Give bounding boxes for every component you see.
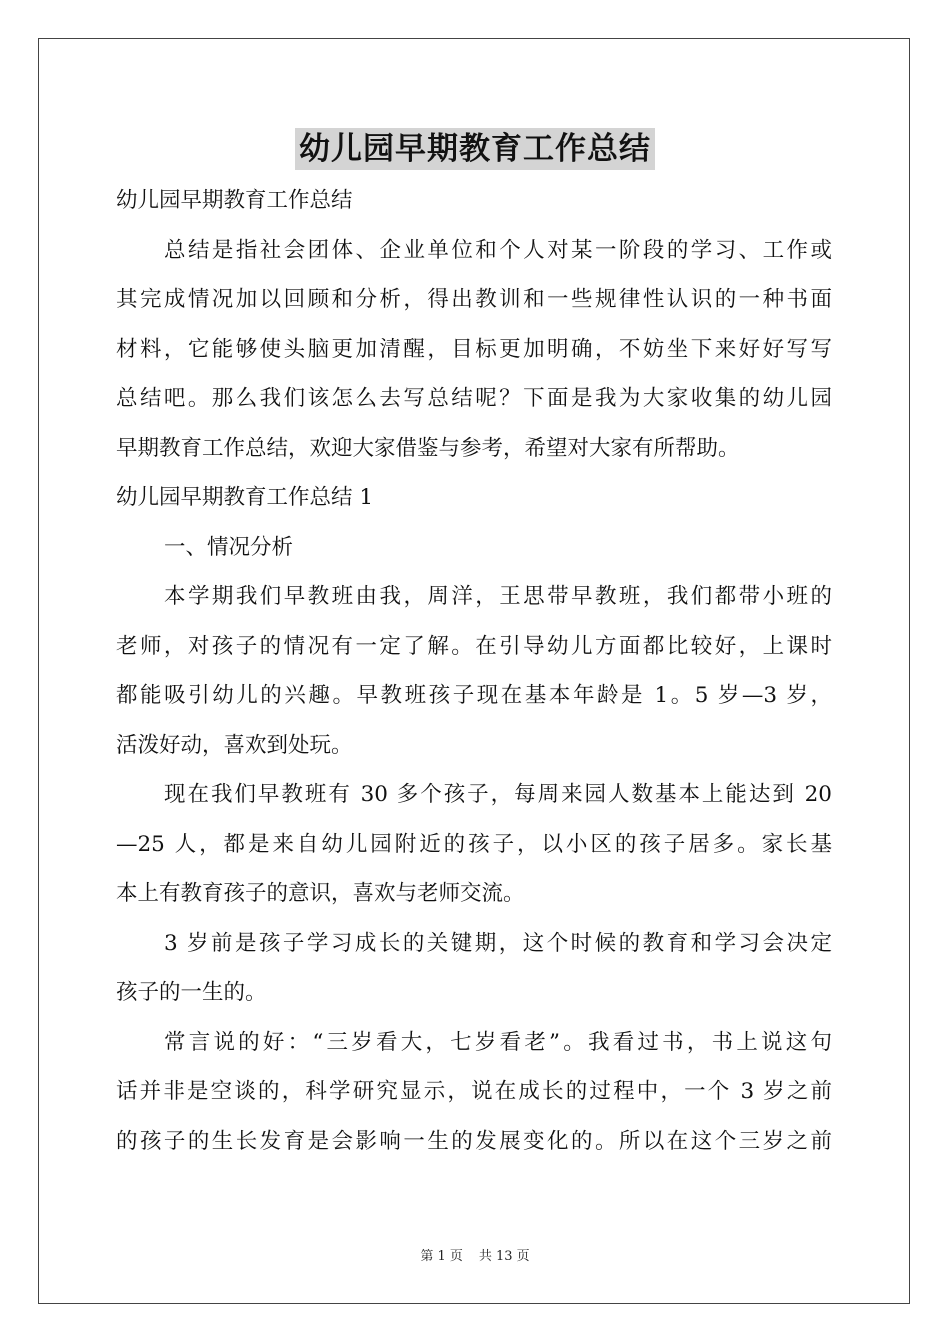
title-container <box>0 128 950 170</box>
text-line: 总结吧。那么我们该怎么去写总结呢？下面是我为大家收集的幼儿园 <box>116 386 832 411</box>
text-line: 其完成情况加以回顾和分析，得出教训和一些规律性认识的一种书面 <box>116 287 832 312</box>
text-line: 话并非是空谈的，科学研究显示，说在成长的过程中，一个 3 岁之前 <box>116 1079 832 1104</box>
text-line: 活泼好动，喜欢到处玩。 <box>116 732 353 758</box>
text-line: —25 人，都是来自幼儿园附近的孩子，以小区的孩子居多。家长基 <box>116 831 832 857</box>
page-number: 第 1 页 <box>420 1249 463 1264</box>
text-line: 3 岁前是孩子学习成长的关键期，这个时候的教育和学习会决定 <box>164 930 832 956</box>
text-line: 的孩子的生长发育是会影响一生的发展变化的。所以在这个三岁之前 <box>116 1128 832 1154</box>
document-body <box>116 176 832 1166</box>
text-line: 本学期我们早教班由我，周洋，王思带早教班，我们都带小班的 <box>164 584 832 609</box>
text-line: 材料，它能够使头脑更加清醒，目标更加明确，不妨坐下来好好写写 <box>116 336 832 362</box>
text-line: 都能吸引幼儿的兴趣。早教班孩子现在基本年龄是 1。5 岁—3 岁， <box>116 683 832 708</box>
text-line: 孩子的一生的。 <box>116 980 267 1005</box>
text-line: 一、情况分析 <box>164 534 294 560</box>
text-line: 总结是指社会团体、企业单位和个人对某一阶段的学习、工作或 <box>164 237 832 263</box>
text-line: 幼儿园早期教育工作总结 1 <box>116 485 374 510</box>
text-line: 老师，对孩子的情况有一定了解。在引导幼儿方面都比较好，上课时 <box>116 633 832 659</box>
page-total: 共 13 页 <box>478 1249 530 1264</box>
text-line: 现在我们早教班有 30 多个孩子，每周来园人数基本上能达到 20 <box>164 782 832 807</box>
text-line: 本上有教育孩子的意识，喜欢与老师交流。 <box>116 881 525 906</box>
text-line: 早期教育工作总结，欢迎大家借鉴与参考，希望对大家有所帮助。 <box>116 435 740 461</box>
text-line: 常言说的好：“三岁看大，七岁看老”。我看过书，书上说这句 <box>164 1029 832 1055</box>
page-footer <box>0 1248 950 1266</box>
document-title: 幼儿园早期教育工作总结 <box>295 128 655 170</box>
document-subtitle: 幼儿园早期教育工作总结 <box>116 188 353 213</box>
